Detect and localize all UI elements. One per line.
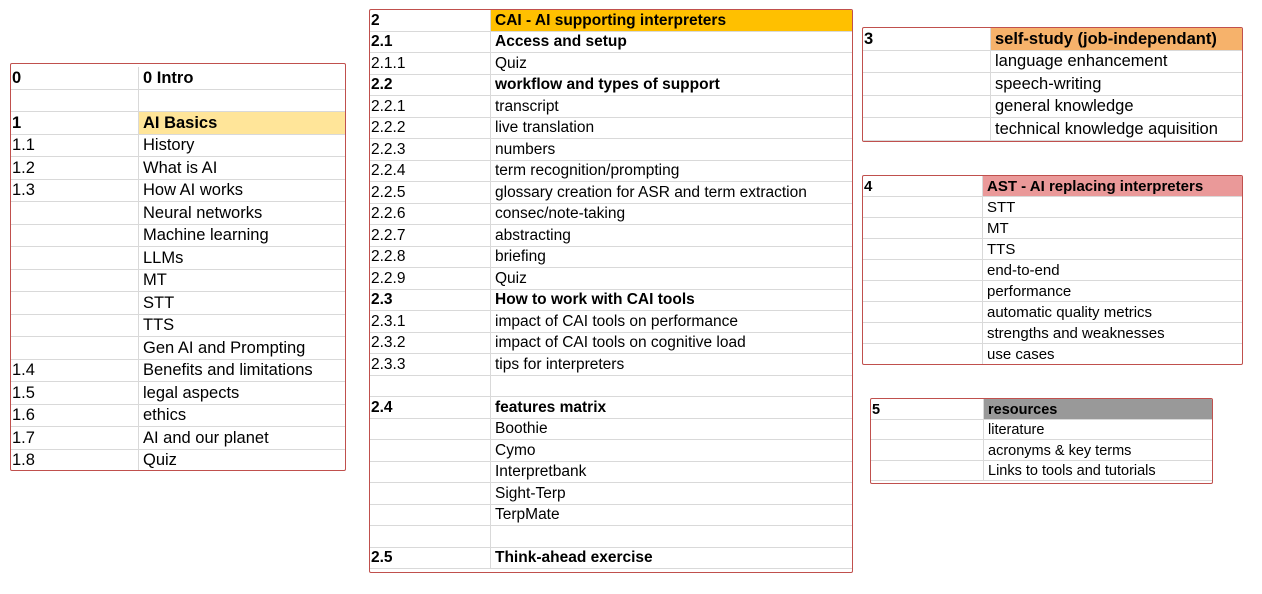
topic-item[interactable]: language enhancement — [991, 51, 1242, 74]
section-number[interactable] — [863, 197, 983, 218]
topic-item[interactable]: TTS — [139, 315, 345, 338]
section-number[interactable]: 2.2.2 — [370, 118, 491, 140]
topic-item[interactable]: impact of CAI tools on performance — [491, 311, 852, 333]
topic-item[interactable] — [139, 90, 345, 113]
section-number[interactable]: 1.2 — [11, 157, 139, 180]
topic-item[interactable]: Neural networks — [139, 202, 345, 225]
topic-item[interactable]: AI and our planet — [139, 427, 345, 450]
topic-item[interactable]: Quiz — [139, 450, 345, 472]
topic-item[interactable]: What is AI — [139, 157, 345, 180]
section-number[interactable] — [370, 505, 491, 527]
section-number[interactable]: 1.6 — [11, 405, 139, 428]
section-number[interactable] — [11, 90, 139, 113]
topic-item[interactable]: Boothie — [491, 419, 852, 441]
topic-item[interactable]: Quiz — [491, 53, 852, 75]
section-heading[interactable]: 0 Intro — [139, 67, 345, 90]
topic-item[interactable]: Benefits and limitations — [139, 360, 345, 383]
section-number[interactable] — [11, 337, 139, 360]
section-heading[interactable]: workflow and types of support — [491, 75, 852, 97]
topic-item[interactable]: end-to-end — [983, 260, 1242, 281]
topic-item[interactable]: legal aspects — [139, 382, 345, 405]
topic-item[interactable]: transcript — [491, 96, 852, 118]
section-number[interactable] — [863, 118, 991, 141]
section-number[interactable]: 2.3.1 — [370, 311, 491, 333]
section-number[interactable]: 2.1 — [370, 32, 491, 54]
section-heading[interactable]: CAI - AI supporting interpreters — [491, 10, 852, 32]
topic-item[interactable]: STT — [139, 292, 345, 315]
section-number[interactable]: 2.4 — [370, 397, 491, 419]
section-number[interactable] — [863, 239, 983, 260]
topic-item[interactable]: speech-writing — [991, 73, 1242, 96]
section-number[interactable] — [370, 440, 491, 462]
section-heading[interactable]: How to work with CAI tools — [491, 290, 852, 312]
section-heading[interactable]: AI Basics — [139, 112, 345, 135]
topic-item[interactable]: STT — [983, 197, 1242, 218]
section-number[interactable]: 2.2.6 — [370, 204, 491, 226]
section-number[interactable]: 4 — [863, 176, 983, 197]
topic-item[interactable]: TerpMate — [491, 505, 852, 527]
section-number[interactable] — [871, 440, 984, 461]
section-number[interactable] — [11, 247, 139, 270]
topic-item[interactable]: briefing — [491, 247, 852, 269]
ast-block — [862, 175, 1243, 365]
section-number[interactable]: 2.2.3 — [370, 139, 491, 161]
section-number[interactable]: 1.4 — [11, 360, 139, 383]
section-number[interactable] — [370, 462, 491, 484]
topic-item[interactable]: ethics — [139, 405, 345, 428]
topic-item[interactable]: automatic quality metrics — [983, 302, 1242, 323]
section-number[interactable]: 2.3.2 — [370, 333, 491, 355]
section-heading[interactable]: AST - AI replacing interpreters — [983, 176, 1242, 197]
section-number[interactable] — [863, 260, 983, 281]
self-study-grid — [863, 28, 1242, 141]
topic-item[interactable]: MT — [983, 218, 1242, 239]
topic-item[interactable]: Gen AI and Prompting — [139, 337, 345, 360]
topic-item[interactable]: TTS — [983, 239, 1242, 260]
ast-grid — [863, 176, 1242, 365]
section-heading[interactable]: features matrix — [491, 397, 852, 419]
topic-item[interactable]: Cymo — [491, 440, 852, 462]
section-number[interactable] — [863, 218, 983, 239]
topic-item[interactable]: performance — [983, 281, 1242, 302]
cai-grid — [370, 10, 852, 569]
section-number[interactable]: 2.2.8 — [370, 247, 491, 269]
cai-block — [369, 9, 853, 573]
section-number[interactable]: 2.2.9 — [370, 268, 491, 290]
section-heading[interactable]: resources — [984, 399, 1212, 420]
section-number[interactable] — [11, 202, 139, 225]
section-number[interactable]: 2.2.4 — [370, 161, 491, 183]
section-number[interactable]: 2.3.3 — [370, 354, 491, 376]
topic-item[interactable]: Sight-Terp — [491, 483, 852, 505]
section-number[interactable]: 0 — [11, 67, 139, 90]
section-number[interactable]: 2.2.1 — [370, 96, 491, 118]
topic-item[interactable]: numbers — [491, 139, 852, 161]
intro-basics-grid — [11, 64, 345, 471]
topic-item[interactable]: abstracting — [491, 225, 852, 247]
section-number[interactable] — [863, 344, 983, 365]
topic-item[interactable]: literature — [984, 420, 1212, 441]
topic-item[interactable]: glossary creation for ASR and term extraction — [491, 182, 852, 204]
resources-block — [870, 398, 1213, 484]
section-number[interactable]: 2 — [370, 10, 491, 32]
topic-item[interactable]: consec/note-taking — [491, 204, 852, 226]
section-number[interactable] — [863, 302, 983, 323]
topic-item[interactable]: strengths and weaknesses — [983, 323, 1242, 344]
section-number[interactable] — [863, 96, 991, 119]
resources-grid — [871, 399, 1212, 481]
topic-item[interactable]: LLMs — [139, 247, 345, 270]
topic-item[interactable] — [491, 526, 852, 548]
topic-item[interactable]: live translation — [491, 118, 852, 140]
topic-item[interactable]: technical knowledge aquisition — [991, 118, 1242, 141]
topic-item[interactable]: History — [139, 135, 345, 158]
section-number[interactable]: 1.7 — [11, 427, 139, 450]
section-number[interactable]: 2.2 — [370, 75, 491, 97]
section-heading[interactable]: Access and setup — [491, 32, 852, 54]
section-number[interactable] — [370, 483, 491, 505]
section-number[interactable]: 5 — [871, 399, 984, 420]
topic-item[interactable]: general knowledge — [991, 96, 1242, 119]
topic-item[interactable]: Machine learning — [139, 225, 345, 248]
section-number[interactable]: 2.2.7 — [370, 225, 491, 247]
section-number[interactable] — [863, 281, 983, 302]
section-number[interactable] — [863, 51, 991, 74]
topic-item[interactable]: acronyms & key terms — [984, 440, 1212, 461]
section-number[interactable] — [370, 419, 491, 441]
section-number[interactable]: 3 — [863, 28, 991, 51]
section-number[interactable] — [863, 73, 991, 96]
section-number[interactable] — [11, 225, 139, 248]
topic-item[interactable]: Interpretbank — [491, 462, 852, 484]
section-number[interactable]: 1 — [11, 112, 139, 135]
section-number[interactable] — [11, 292, 139, 315]
section-number[interactable]: 1.5 — [11, 382, 139, 405]
section-number[interactable]: 2.5 — [370, 548, 491, 570]
self-study-block — [862, 27, 1243, 142]
topic-item[interactable]: impact of CAI tools on cognitive load — [491, 333, 852, 355]
section-number[interactable] — [11, 315, 139, 338]
section-number[interactable] — [863, 323, 983, 344]
section-number[interactable]: 2.3 — [370, 290, 491, 312]
section-number[interactable]: 2.1.1 — [370, 53, 491, 75]
topic-item[interactable] — [491, 376, 852, 398]
topic-item[interactable]: use cases — [983, 344, 1242, 365]
section-number[interactable] — [370, 376, 491, 398]
topic-item[interactable]: term recognition/prompting — [491, 161, 852, 183]
topic-item[interactable]: MT — [139, 270, 345, 293]
topic-item[interactable]: Links to tools and tutorials — [984, 461, 1212, 482]
section-number[interactable] — [871, 461, 984, 482]
section-number[interactable]: 1.8 — [11, 450, 139, 472]
section-heading[interactable]: self-study (job-independant) — [991, 28, 1242, 51]
section-number[interactable] — [11, 270, 139, 293]
section-number[interactable] — [871, 420, 984, 441]
intro-basics-block — [10, 63, 346, 471]
section-heading[interactable]: Think-ahead exercise — [491, 548, 852, 570]
section-number[interactable]: 1.3 — [11, 180, 139, 203]
section-number[interactable]: 2.2.5 — [370, 182, 491, 204]
section-number[interactable] — [370, 526, 491, 548]
topic-item[interactable]: Quiz — [491, 268, 852, 290]
topic-item[interactable]: tips for interpreters — [491, 354, 852, 376]
topic-item[interactable]: How AI works — [139, 180, 345, 203]
section-number[interactable]: 1.1 — [11, 135, 139, 158]
